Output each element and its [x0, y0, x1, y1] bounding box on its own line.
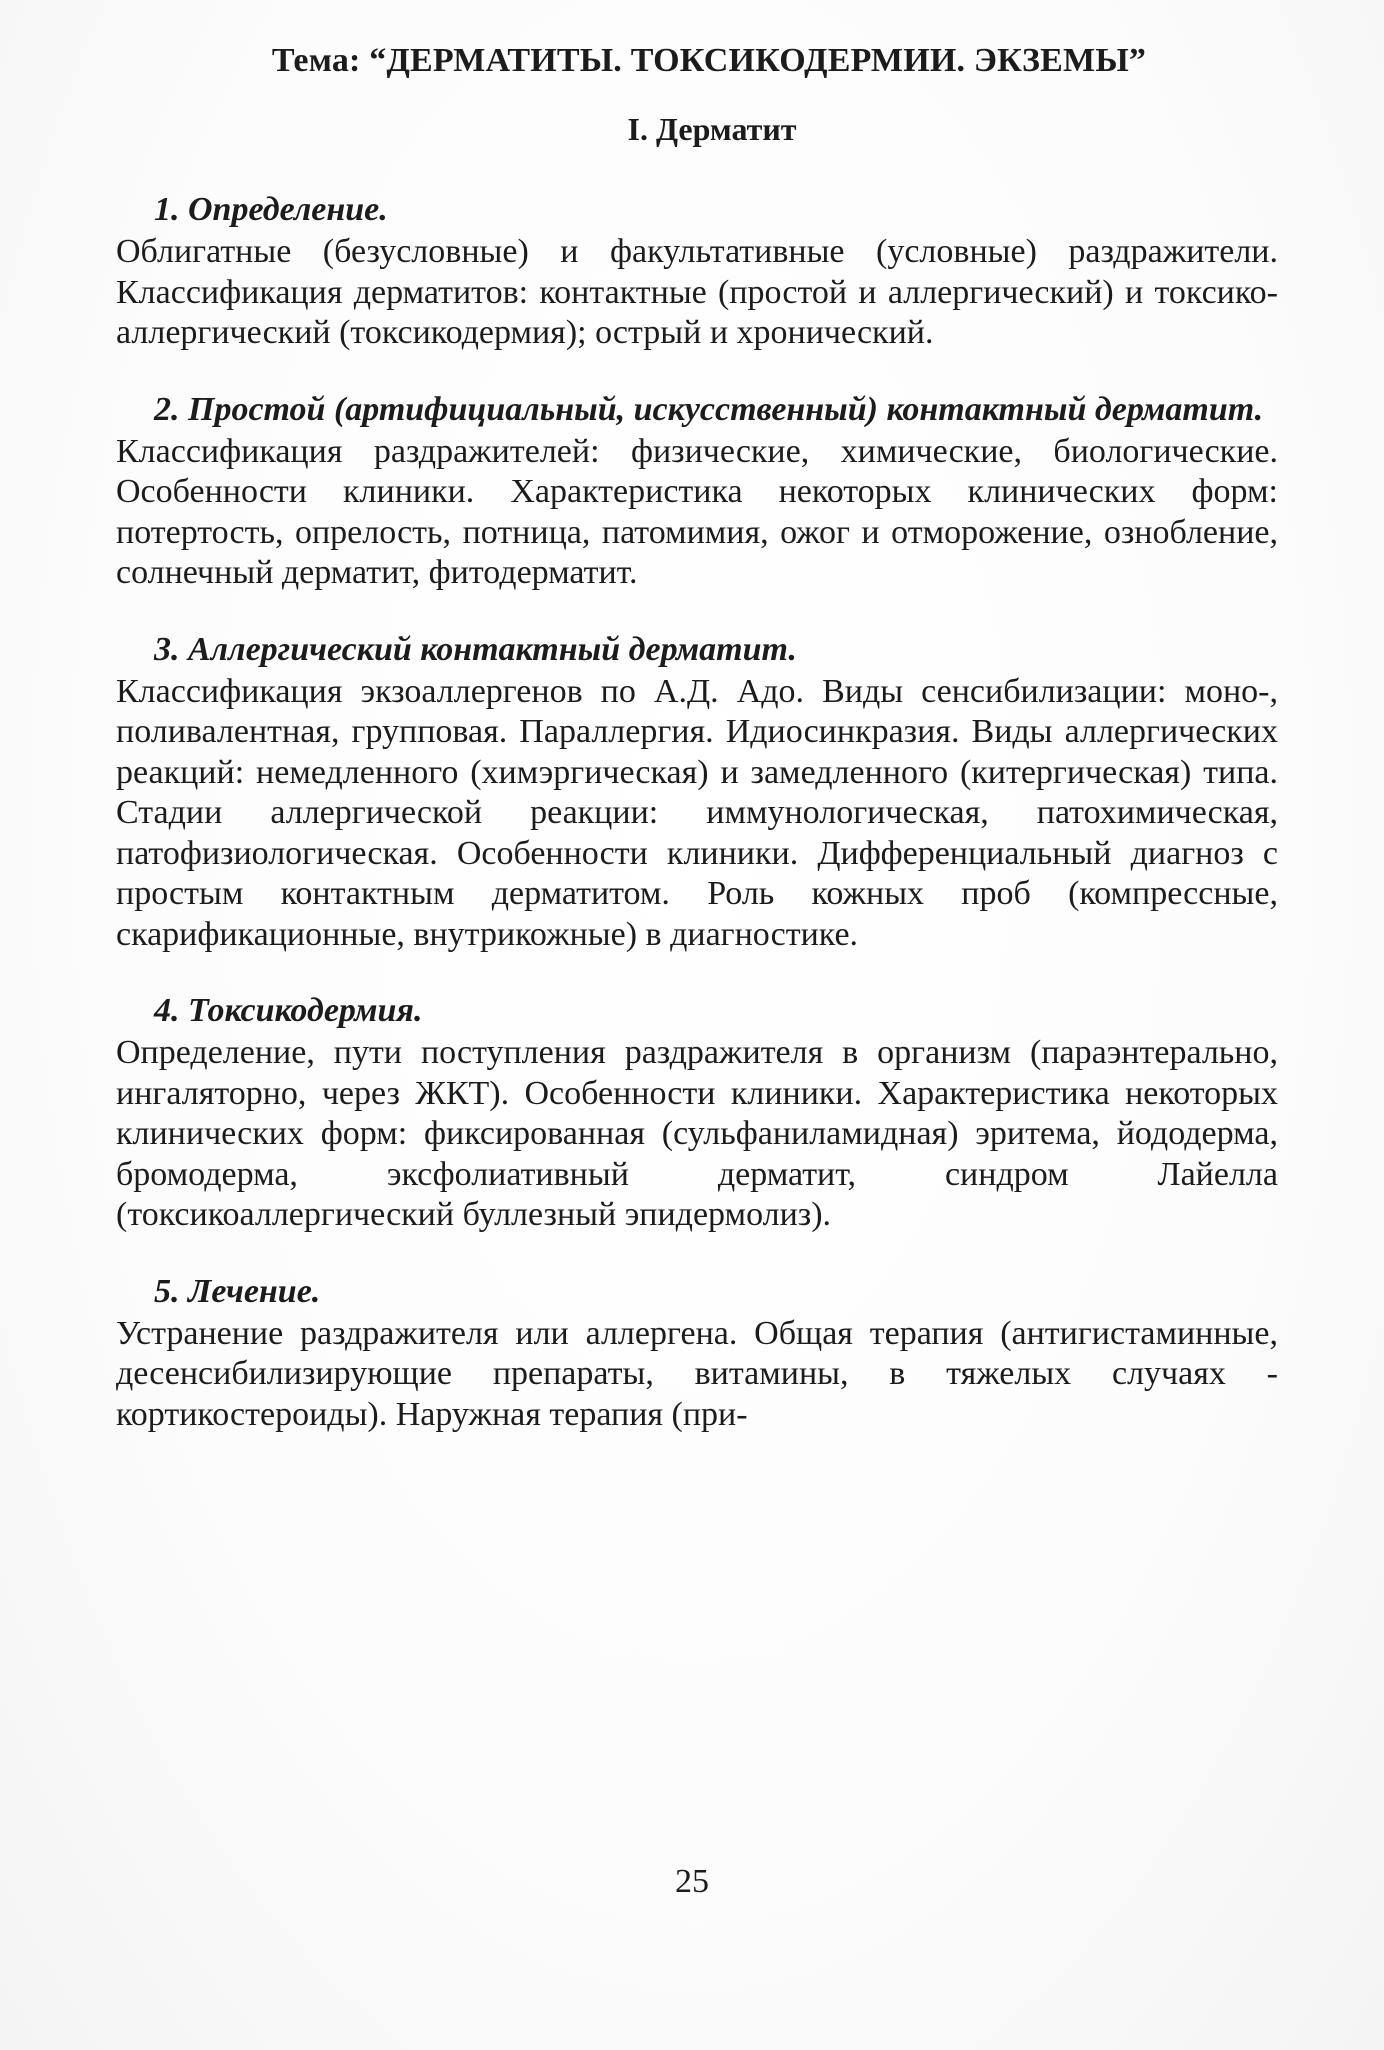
- subsection-treatment: [116, 1272, 1278, 1436]
- subsection-body: Классификация раздражителей: физические, химические, биологические. Особенности клиники. Характеристика некоторых клинических форм: потертость, опрелость, потница, патомимия, ожог и отморожение, ознобление, солнечный дерматит, фитодерматит.: [116, 432, 1278, 591]
- subsection-definition: [116, 190, 1278, 354]
- subsection-body: Классификация экзоаллергенов по А.Д. Адо. Виды сенсибилизации: моно-, поливалентная, групповая. Параллергия. Идиосинкразия. Виды аллергических реакций: немедленного (химэргическая) и замедленного (китергическая) типа. Стадии аллергической реакции: иммунологическая, патохимическая, патофизиологическая. Особенности клиники. Дифференциальный диагноз с простым контактным дерматитом. Роль кожных проб (компрессные, скарификационные, внутрикожные) в диагностике.: [116, 672, 1278, 953]
- subsection-toxicodermia: [116, 991, 1278, 1236]
- section-title: I. Дерматит: [627, 111, 797, 147]
- subsection-heading: 3. Аллергический контактный дерматит.: [154, 630, 797, 668]
- subsection-body: Устранение раздражителя или аллергена. Общая терапия (антигистаминные, десенсибилизирующие препараты, витамины, в тяжелых случаях - кортикостероиды). Наружная терапия (при-: [116, 1314, 1278, 1433]
- page-content: [116, 40, 1278, 1471]
- topic-title: Тема: “ДЕРМАТИТЫ. ТОКСИКОДЕРМИИ. ЭКЗЕМЫ”: [271, 42, 1147, 79]
- subsection-heading: 1. Определение.: [154, 191, 388, 228]
- subsection-simple-contact-dermatitis: [116, 390, 1278, 594]
- subsection-body: Облигатные (безусловные) и факультативные (условные) раздражители. Классификация дерматитов: контактные (простой и аллергический) и токсико-аллергический (токсикодермия); острый и хронический.: [116, 233, 1278, 351]
- subsection-body: Определение, пути поступления раздражителя в организм (параэнтерально, ингаляторно, через ЖКТ). Особенности клиники. Характеристика некоторых клинических форм: фиксированная (сульфаниламидная) эритема, йододерма, бромодерма, эксфолиативный дерматит, синдром Лайелла (токсикоаллергический буллезный эпидермолиз).: [116, 1034, 1278, 1233]
- subsection-heading: 4. Токсикодермия.: [154, 992, 423, 1029]
- subsection-heading: 2. Простой (артифициальный, искусственный) контактный дерматит.: [154, 390, 1264, 428]
- subsection-heading: 5. Лечение.: [154, 1272, 321, 1310]
- subsection-allergic-contact-dermatitis: [116, 630, 1278, 956]
- page-number: 25: [675, 1863, 709, 1900]
